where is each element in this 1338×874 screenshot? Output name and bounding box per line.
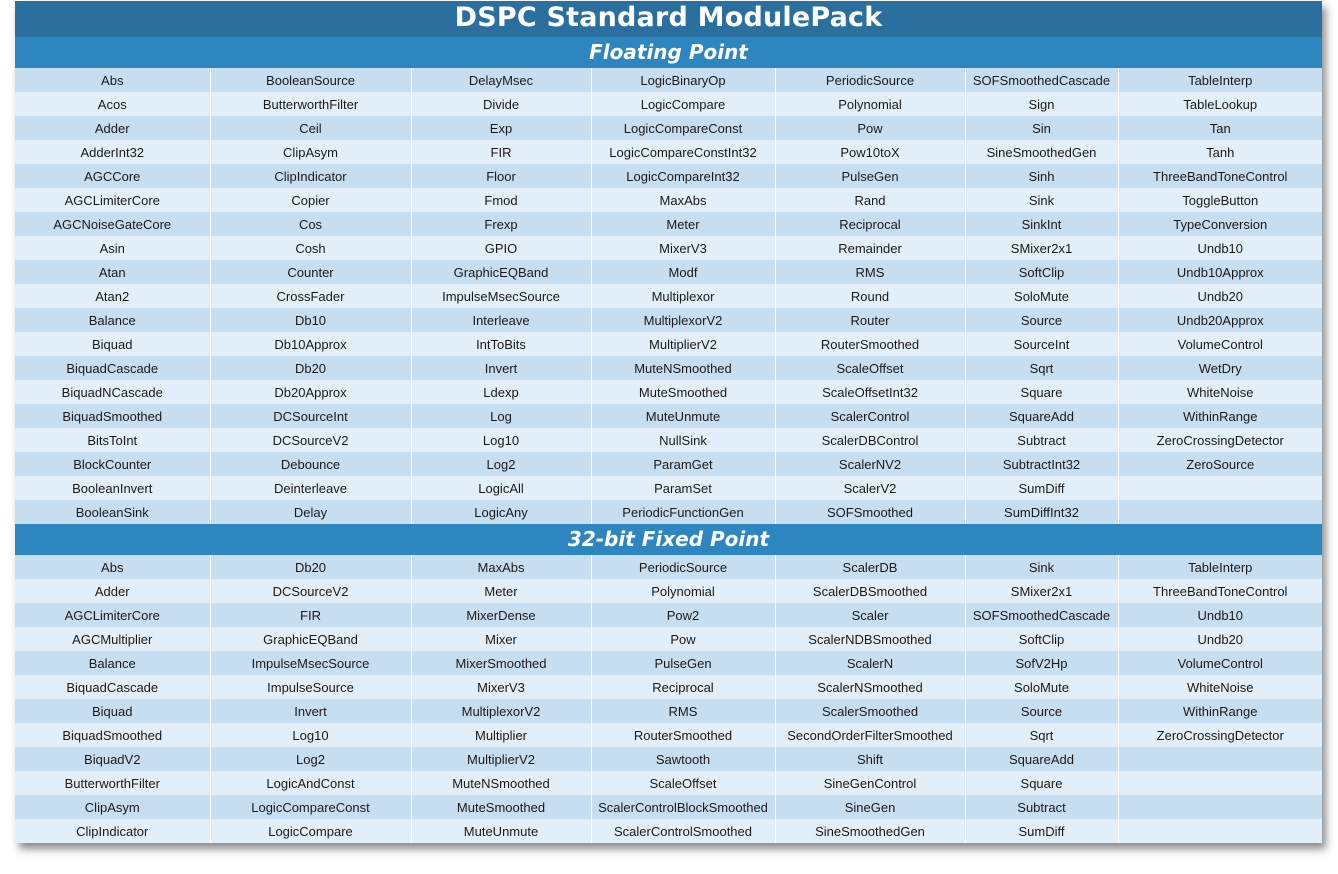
module-cell: ZeroCrossingDetector	[1118, 428, 1322, 452]
table-row	[15, 92, 1322, 116]
module-cell: SOFSmoothed	[775, 500, 965, 524]
module-cell: SquareAdd	[965, 747, 1118, 771]
module-cell: Modf	[591, 260, 775, 284]
module-cell: MultiplierV2	[411, 747, 591, 771]
module-cell: ClipAsym	[15, 795, 210, 819]
module-cell: ScalerN	[775, 651, 965, 675]
module-cell: Cos	[210, 212, 411, 236]
module-cell: AGCLimiterCore	[15, 603, 210, 627]
module-cell: LogicCompare	[210, 819, 411, 843]
module-cell: CrossFader	[210, 284, 411, 308]
module-cell	[1118, 476, 1322, 500]
module-cell: BooleanSink	[15, 500, 210, 524]
module-cell: GPIO	[411, 236, 591, 260]
module-cell: Meter	[411, 579, 591, 603]
module-cell: ClipIndicator	[210, 164, 411, 188]
module-cell: BiquadV2	[15, 747, 210, 771]
module-cell: Db20Approx	[210, 380, 411, 404]
module-cell: ScalerDBSmoothed	[775, 579, 965, 603]
module-cell: WhiteNoise	[1118, 380, 1322, 404]
module-cell: MaxAbs	[411, 555, 591, 579]
module-cell	[1118, 771, 1322, 795]
module-cell: AGCMultiplier	[15, 627, 210, 651]
module-cell: Ceil	[210, 116, 411, 140]
module-cell: Source	[965, 308, 1118, 332]
module-cell: Db10Approx	[210, 332, 411, 356]
module-cell: Pow	[775, 116, 965, 140]
module-cell: Log2	[210, 747, 411, 771]
module-cell: SinkInt	[965, 212, 1118, 236]
table-row	[15, 579, 1322, 603]
module-cell: ImpulseSource	[210, 675, 411, 699]
module-cell: ScalerNDBSmoothed	[775, 627, 965, 651]
module-cell: Square	[965, 380, 1118, 404]
module-cell: ParamSet	[591, 476, 775, 500]
module-cell: Round	[775, 284, 965, 308]
module-cell: RMS	[775, 260, 965, 284]
module-cell: SineGen	[775, 795, 965, 819]
table-row	[15, 236, 1322, 260]
module-cell: AGCNoiseGateCore	[15, 212, 210, 236]
module-cell: BiquadSmoothed	[15, 404, 210, 428]
module-cell: ScalerV2	[775, 476, 965, 500]
module-cell: Acos	[15, 92, 210, 116]
module-cell: Biquad	[15, 699, 210, 723]
module-cell: MuteNSmoothed	[591, 356, 775, 380]
module-cell: ScalerNSmoothed	[775, 675, 965, 699]
module-cell: FIR	[210, 603, 411, 627]
module-cell: Mixer	[411, 627, 591, 651]
module-cell: NullSink	[591, 428, 775, 452]
table-row	[15, 723, 1322, 747]
module-cell: SMixer2x1	[965, 236, 1118, 260]
module-cell: MaxAbs	[591, 188, 775, 212]
module-cell: WhiteNoise	[1118, 675, 1322, 699]
module-cell: ScalerSmoothed	[775, 699, 965, 723]
table-row	[15, 747, 1322, 771]
module-cell: LogicAll	[411, 476, 591, 500]
module-cell: ScalerControlSmoothed	[591, 819, 775, 843]
module-cell: ScaleOffsetInt32	[775, 380, 965, 404]
table-row	[15, 603, 1322, 627]
module-cell: Undb20	[1118, 627, 1322, 651]
module-cell: ParamGet	[591, 452, 775, 476]
module-cell: MuteUnmute	[591, 404, 775, 428]
module-cell: DCSourceInt	[210, 404, 411, 428]
module-cell: DCSourceV2	[210, 428, 411, 452]
module-cell: SOFSmoothedCascade	[965, 68, 1118, 92]
module-cell: SoftClip	[965, 627, 1118, 651]
table-row	[15, 260, 1322, 284]
module-cell: Log	[411, 404, 591, 428]
module-cell: Sinh	[965, 164, 1118, 188]
module-pack-panel	[15, 1, 1322, 843]
module-cell: SineSmoothedGen	[965, 140, 1118, 164]
module-cell: RouterSmoothed	[775, 332, 965, 356]
table-row	[15, 188, 1322, 212]
module-cell: Ldexp	[411, 380, 591, 404]
module-cell: BiquadCascade	[15, 356, 210, 380]
module-cell: Log10	[210, 723, 411, 747]
module-cell: LogicCompareConst	[210, 795, 411, 819]
module-cell: DelayMsec	[411, 68, 591, 92]
module-cell: SumDiff	[965, 476, 1118, 500]
table-row	[15, 284, 1322, 308]
module-cell: ThreeBandToneControl	[1118, 579, 1322, 603]
section-title: Floating Point	[15, 37, 1322, 68]
module-cell: AGCCore	[15, 164, 210, 188]
module-cell: Invert	[210, 699, 411, 723]
module-cell: Adder	[15, 579, 210, 603]
table-row	[15, 140, 1322, 164]
module-cell: Undb10	[1118, 236, 1322, 260]
section-title: 32-bit Fixed Point	[15, 524, 1322, 555]
table-row	[15, 212, 1322, 236]
module-cell: Undb20Approx	[1118, 308, 1322, 332]
module-cell: Sqrt	[965, 723, 1118, 747]
module-cell: Balance	[15, 651, 210, 675]
module-cell: Sink	[965, 188, 1118, 212]
module-cell: LogicAny	[411, 500, 591, 524]
module-cell: Source	[965, 699, 1118, 723]
module-cell: Meter	[591, 212, 775, 236]
table-row	[15, 404, 1322, 428]
table-row	[15, 332, 1322, 356]
module-cell: BooleanSource	[210, 68, 411, 92]
module-cell: Undb10Approx	[1118, 260, 1322, 284]
module-cell	[1118, 747, 1322, 771]
module-cell: MixerV3	[591, 236, 775, 260]
module-cell: IntToBits	[411, 332, 591, 356]
module-cell: MultiplierV2	[591, 332, 775, 356]
module-cell: Pow10toX	[775, 140, 965, 164]
module-cell: FIR	[411, 140, 591, 164]
module-cell: Sign	[965, 92, 1118, 116]
module-cell: MixerSmoothed	[411, 651, 591, 675]
table-row	[15, 627, 1322, 651]
module-cell: Pow2	[591, 603, 775, 627]
module-cell: MixerV3	[411, 675, 591, 699]
module-cell: Subtract	[965, 428, 1118, 452]
module-cell: BiquadNCascade	[15, 380, 210, 404]
module-cell: BlockCounter	[15, 452, 210, 476]
page-title: DSPC Standard ModulePack	[15, 1, 1322, 37]
module-cell: SoftClip	[965, 260, 1118, 284]
module-cell: Log10	[411, 428, 591, 452]
table-row	[15, 771, 1322, 795]
module-cell: MuteSmoothed	[591, 380, 775, 404]
module-cell: SineSmoothedGen	[775, 819, 965, 843]
module-cell: BitsToInt	[15, 428, 210, 452]
module-cell: Reciprocal	[591, 675, 775, 699]
module-cell: LogicAndConst	[210, 771, 411, 795]
table-row	[15, 819, 1322, 843]
floating-point-section	[15, 37, 1322, 524]
module-cell: Pow	[591, 627, 775, 651]
module-cell: MixerDense	[411, 603, 591, 627]
module-cell: Multiplexor	[591, 284, 775, 308]
module-cell: ImpulseMsecSource	[210, 651, 411, 675]
table-row	[15, 428, 1322, 452]
module-cell: GraphicEQBand	[210, 627, 411, 651]
table-row	[15, 356, 1322, 380]
module-cell: SumDiffInt32	[965, 500, 1118, 524]
module-cell: Fmod	[411, 188, 591, 212]
module-cell: TableLookup	[1118, 92, 1322, 116]
module-cell: RouterSmoothed	[591, 723, 775, 747]
module-cell: Multiplier	[411, 723, 591, 747]
module-cell: ScalerControl	[775, 404, 965, 428]
module-cell: Floor	[411, 164, 591, 188]
table-row	[15, 500, 1322, 524]
module-cell: WetDry	[1118, 356, 1322, 380]
module-cell: SofV2Hp	[965, 651, 1118, 675]
module-cell: Invert	[411, 356, 591, 380]
module-cell: TableInterp	[1118, 555, 1322, 579]
module-cell: SecondOrderFilterSmoothed	[775, 723, 965, 747]
fixed-point-section	[15, 524, 1322, 843]
module-cell: Reciprocal	[775, 212, 965, 236]
module-cell: AdderInt32	[15, 140, 210, 164]
module-cell: ScalerDB	[775, 555, 965, 579]
module-cell: ClipAsym	[210, 140, 411, 164]
table-row	[15, 795, 1322, 819]
module-cell: PulseGen	[591, 651, 775, 675]
module-cell: Debounce	[210, 452, 411, 476]
module-cell: ZeroCrossingDetector	[1118, 723, 1322, 747]
module-cell: ScaleOffset	[591, 771, 775, 795]
module-cell: Deinterleave	[210, 476, 411, 500]
module-cell: ScalerDBControl	[775, 428, 965, 452]
table-row	[15, 452, 1322, 476]
module-cell: LogicCompareConstInt32	[591, 140, 775, 164]
module-cell: Sqrt	[965, 356, 1118, 380]
module-cell: ImpulseMsecSource	[411, 284, 591, 308]
module-cell: Scaler	[775, 603, 965, 627]
module-cell: TableInterp	[1118, 68, 1322, 92]
fixed-point-table	[15, 555, 1322, 843]
module-cell: Undb10	[1118, 603, 1322, 627]
module-cell: Shift	[775, 747, 965, 771]
table-row	[15, 308, 1322, 332]
table-row	[15, 164, 1322, 188]
module-cell: Square	[965, 771, 1118, 795]
module-cell: Biquad	[15, 332, 210, 356]
module-cell: LogicBinaryOp	[591, 68, 775, 92]
module-cell: ToggleButton	[1118, 188, 1322, 212]
module-cell: Divide	[411, 92, 591, 116]
module-cell: Log2	[411, 452, 591, 476]
table-row	[15, 380, 1322, 404]
module-cell: VolumeControl	[1118, 651, 1322, 675]
module-cell: MultiplexorV2	[591, 308, 775, 332]
floating-point-table	[15, 68, 1322, 524]
module-cell: Polynomial	[591, 579, 775, 603]
module-cell: ScalerControlBlockSmoothed	[591, 795, 775, 819]
module-cell: SoloMute	[965, 675, 1118, 699]
table-row	[15, 68, 1322, 92]
module-cell: Rand	[775, 188, 965, 212]
module-cell: ThreeBandToneControl	[1118, 164, 1322, 188]
module-cell: BiquadSmoothed	[15, 723, 210, 747]
module-cell: ButterworthFilter	[15, 771, 210, 795]
module-cell: SMixer2x1	[965, 579, 1118, 603]
module-cell: ZeroSource	[1118, 452, 1322, 476]
module-cell: SumDiff	[965, 819, 1118, 843]
module-cell: Copier	[210, 188, 411, 212]
module-cell: Cosh	[210, 236, 411, 260]
module-cell: Undb20	[1118, 284, 1322, 308]
module-cell: Delay	[210, 500, 411, 524]
module-cell: LogicCompareInt32	[591, 164, 775, 188]
module-cell: GraphicEQBand	[411, 260, 591, 284]
module-cell: Asin	[15, 236, 210, 260]
module-cell: Counter	[210, 260, 411, 284]
module-cell: ScaleOffset	[775, 356, 965, 380]
module-cell: PeriodicSource	[591, 555, 775, 579]
module-cell: Tan	[1118, 116, 1322, 140]
module-cell: SineGenControl	[775, 771, 965, 795]
module-cell: WithinRange	[1118, 699, 1322, 723]
module-cell: WithinRange	[1118, 404, 1322, 428]
module-cell: Db20	[210, 356, 411, 380]
table-row	[15, 699, 1322, 723]
module-cell: Db10	[210, 308, 411, 332]
module-cell: AGCLimiterCore	[15, 188, 210, 212]
module-cell: LogicCompareConst	[591, 116, 775, 140]
table-row	[15, 675, 1322, 699]
module-cell: BooleanInvert	[15, 476, 210, 500]
module-cell: Abs	[15, 555, 210, 579]
module-cell: SubtractInt32	[965, 452, 1118, 476]
module-cell: SOFSmoothedCascade	[965, 603, 1118, 627]
table-row	[15, 476, 1322, 500]
module-cell: VolumeControl	[1118, 332, 1322, 356]
module-cell: BiquadCascade	[15, 675, 210, 699]
module-cell: Subtract	[965, 795, 1118, 819]
module-cell: Router	[775, 308, 965, 332]
module-cell: Frexp	[411, 212, 591, 236]
module-cell: PeriodicFunctionGen	[591, 500, 775, 524]
module-cell: Interleave	[411, 308, 591, 332]
module-cell: ButterworthFilter	[210, 92, 411, 116]
module-cell: MuteNSmoothed	[411, 771, 591, 795]
module-cell: RMS	[591, 699, 775, 723]
module-cell	[1118, 795, 1322, 819]
table-row	[15, 555, 1322, 579]
module-cell: ClipIndicator	[15, 819, 210, 843]
module-cell: PeriodicSource	[775, 68, 965, 92]
module-cell: MultiplexorV2	[411, 699, 591, 723]
table-row	[15, 116, 1322, 140]
module-cell: Exp	[411, 116, 591, 140]
module-cell: SoloMute	[965, 284, 1118, 308]
module-cell	[1118, 500, 1322, 524]
table-row	[15, 651, 1322, 675]
module-cell: Adder	[15, 116, 210, 140]
module-cell: TypeConversion	[1118, 212, 1322, 236]
module-cell: MuteUnmute	[411, 819, 591, 843]
module-cell: Remainder	[775, 236, 965, 260]
module-cell: SourceInt	[965, 332, 1118, 356]
module-cell: Abs	[15, 68, 210, 92]
module-cell: Sin	[965, 116, 1118, 140]
module-cell: PulseGen	[775, 164, 965, 188]
module-cell: Sawtooth	[591, 747, 775, 771]
module-cell: Atan	[15, 260, 210, 284]
module-cell: Sink	[965, 555, 1118, 579]
module-cell: Db20	[210, 555, 411, 579]
module-cell	[1118, 819, 1322, 843]
module-cell: Polynomial	[775, 92, 965, 116]
module-cell: SquareAdd	[965, 404, 1118, 428]
module-cell: LogicCompare	[591, 92, 775, 116]
module-cell: ScalerNV2	[775, 452, 965, 476]
module-cell: DCSourceV2	[210, 579, 411, 603]
module-cell: Tanh	[1118, 140, 1322, 164]
module-cell: Atan2	[15, 284, 210, 308]
module-cell: MuteSmoothed	[411, 795, 591, 819]
module-cell: Balance	[15, 308, 210, 332]
